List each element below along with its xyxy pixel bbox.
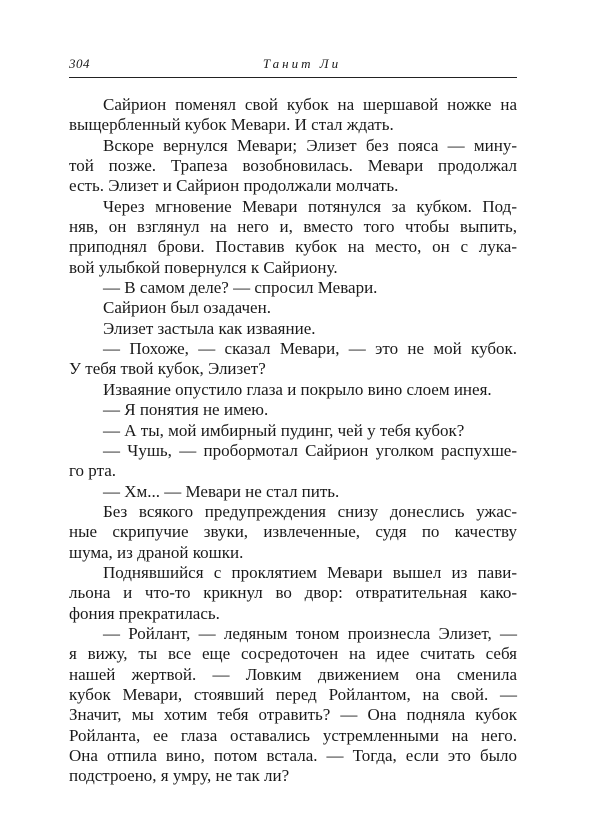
paragraph	[69, 624, 517, 787]
text-line: Вскоре вернулся Мевари; Элизет без пояса — мину-	[103, 135, 517, 155]
paragraph	[69, 197, 517, 278]
paragraph	[69, 482, 517, 502]
text-line: — А ты, мой имбирный пудинг, чей у тебя кубок?	[103, 420, 465, 440]
text-line: Ройланта, ее глаза оставались устремленными на него.	[69, 725, 517, 745]
text-line: У тебя твой кубок, Элизет?	[69, 359, 266, 379]
text-line: есть. Элизет и Сайрион продолжали молчать.	[69, 176, 399, 196]
text-line: шума, из драной кошки.	[69, 542, 244, 562]
text-line: кубок Мевари, стоявший перед Ройлантом, на свой. —	[69, 684, 517, 704]
paragraph	[69, 136, 517, 197]
text-line: Через мгновение Мевари потянулся за кубком. Под-	[103, 196, 517, 216]
text-line: выщербленный кубок Мевари. И стал ждать.	[69, 115, 394, 135]
paragraph	[69, 421, 517, 441]
text-line: Поднявшийся с проклятием Мевари вышел из пави-	[103, 562, 517, 582]
text-line: — Чушь, — пробормотал Сайрион уголком распухше-	[103, 440, 517, 460]
text-line: няв, он взглянул на него и, вместо того чтобы выпить,	[69, 217, 517, 237]
text-line: Без всякого предупреждения снизу донеслись ужас-	[103, 501, 517, 521]
paragraph	[69, 278, 517, 298]
text-line: — Я понятия не имею.	[103, 400, 269, 420]
text-line: — Хм... — Мевари не стал пить.	[103, 481, 340, 501]
page-number: 304	[69, 56, 90, 71]
text-line: подстроено, я умру, не так ли?	[69, 766, 290, 786]
text-line: Элизет застыла как изваяние.	[103, 318, 316, 338]
paragraph	[69, 502, 517, 563]
text-line: Она отпила вино, потом встала. — Тогда, если это было	[69, 746, 517, 765]
paragraph	[69, 380, 517, 400]
text-line: — Ройлант, — ледяным тоном произнесла Элизет, —	[103, 623, 517, 643]
paragraph	[69, 400, 517, 420]
text-line: Значит, мы хотим тебя отравить? — Она подняла кубок	[69, 705, 517, 725]
text-line: я вижу, ты все еще сосредоточен на идее считать себя	[69, 644, 517, 664]
paragraph	[69, 563, 517, 624]
paragraph	[69, 319, 517, 339]
text-line: приподнял брови. Поставив кубок на место, он с лука-	[69, 237, 517, 257]
text-line: льона и что-то крикнул во двор: отвратительная како-	[69, 583, 517, 603]
text-body	[69, 95, 517, 787]
text-line: вой улыбкой повернулся к Сайриону.	[69, 257, 338, 277]
text-line: ные скрипучие звуки, извлеченные, судя по качеству	[69, 522, 517, 542]
text-line: — Похоже, — сказал Мевари, — это не мой кубок.	[103, 339, 517, 359]
text-line: го рта.	[69, 461, 117, 481]
paragraph	[69, 339, 517, 380]
text-line: Сайрион был озадачен.	[103, 298, 271, 318]
paragraph	[69, 298, 517, 318]
text-line: нашей жертвой. — Ловким движением она сменила	[69, 664, 517, 684]
paragraph	[69, 441, 517, 482]
text-line: той позже. Трапеза возобновилась. Мевари продолжал	[69, 156, 517, 176]
page-header	[69, 56, 517, 76]
running-title: Танит Ли	[262, 56, 342, 71]
text-line: — В самом деле? — спросил Мевари.	[103, 278, 378, 298]
header-rule	[69, 77, 517, 78]
text-line: фония прекратилась.	[69, 603, 220, 623]
text-line: Изваяние опустило глаза и покрыло вино слоем инея.	[103, 379, 492, 399]
text-line: Сайрион поменял свой кубок на шершавой ножке на	[103, 95, 517, 114]
paragraph	[69, 95, 517, 136]
